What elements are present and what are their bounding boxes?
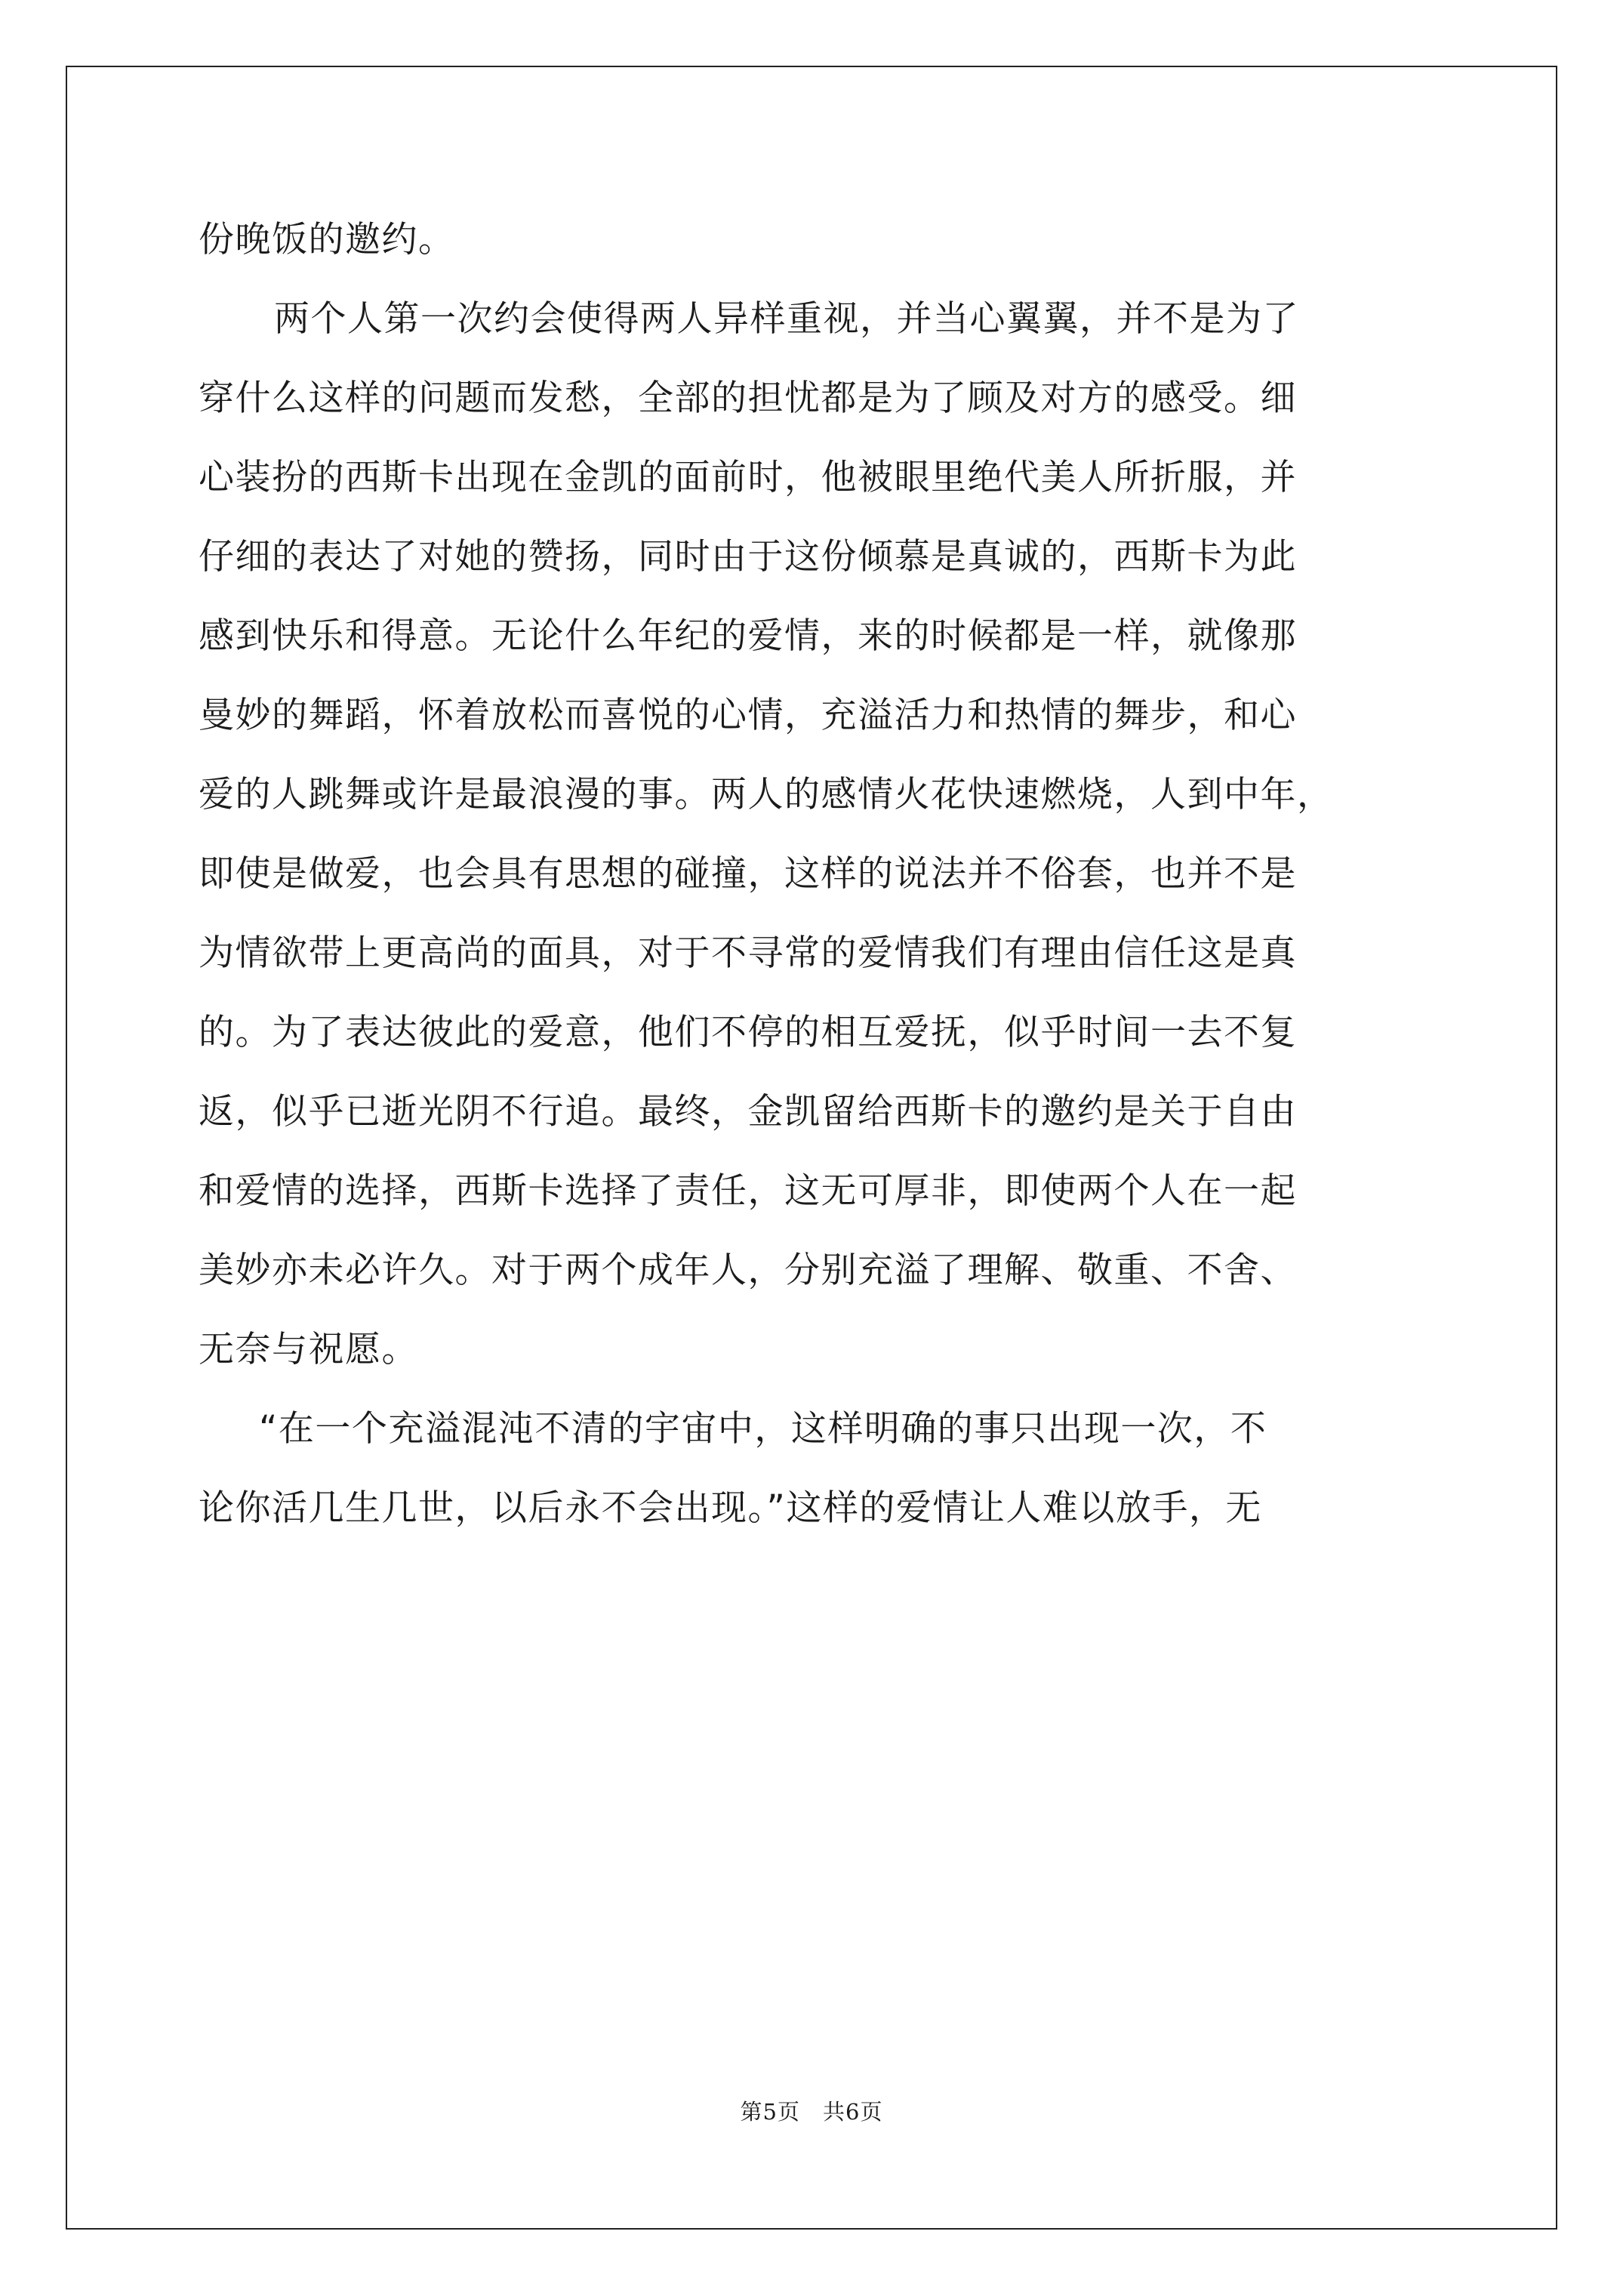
- page-number-footer: 第5页 共6页: [740, 2099, 883, 2125]
- text-line: 感到快乐和得意。无论什么年纪的爱情，来的时候都是一样，就像那: [199, 615, 1297, 657]
- text-line: 穿什么这样的问题而发愁，全部的担忧都是为了顾及对方的感受。细: [199, 378, 1297, 419]
- text-line: 返，似乎已逝光阴不行追。最终，金凯留给西斯卡的邀约是关于自由: [199, 1091, 1297, 1133]
- text-line: 论你活几生几世，以后永不会出现。”这样的爱情让人难以放手，无: [199, 1487, 1262, 1529]
- document-body: [199, 200, 1467, 1548]
- text-line: 份晚饭的邀约。: [199, 219, 455, 260]
- text-line: 即使是做爱，也会具有思想的碰撞，这样的说法并不俗套，也并不是: [199, 853, 1297, 895]
- text-line: 仔细的表达了对她的赞扬，同时由于这份倾慕是真诚的，西斯卡为此: [199, 536, 1297, 578]
- text-line: 两个人第一次约会使得两人异样重视，并当心翼翼，并不是为了: [274, 298, 1299, 340]
- text-line: 为情欲带上更高尚的面具，对于不寻常的爱情我们有理由信任这是真: [199, 932, 1297, 974]
- text-line: 和爱情的选择，西斯卡选择了责任，这无可厚非，即使两个人在一起: [199, 1170, 1297, 1212]
- text-line: 心装扮的西斯卡出现在金凯的面前时，他被眼里绝代美人所折服，并: [199, 457, 1297, 498]
- text-line: 爱的人跳舞或许是最浪漫的事。两人的感情火花快速燃烧，人到中年，: [199, 774, 1334, 815]
- text-line: 美妙亦未必许久。对于两个成年人，分别充溢了理解、敬重、不舍、: [199, 1250, 1297, 1291]
- text-line: 无奈与祝愿。: [199, 1329, 418, 1370]
- text-line: 曼妙的舞蹈，怀着放松而喜悦的心情，充溢活力和热情的舞步，和心: [199, 695, 1297, 736]
- text-line: “在一个充溢混沌不清的宇宙中，这样明确的事只出现一次，不: [259, 1408, 1267, 1450]
- text-line: 的。为了表达彼此的爱意，他们不停的相互爱抚，似乎时间一去不复: [199, 1012, 1297, 1053]
